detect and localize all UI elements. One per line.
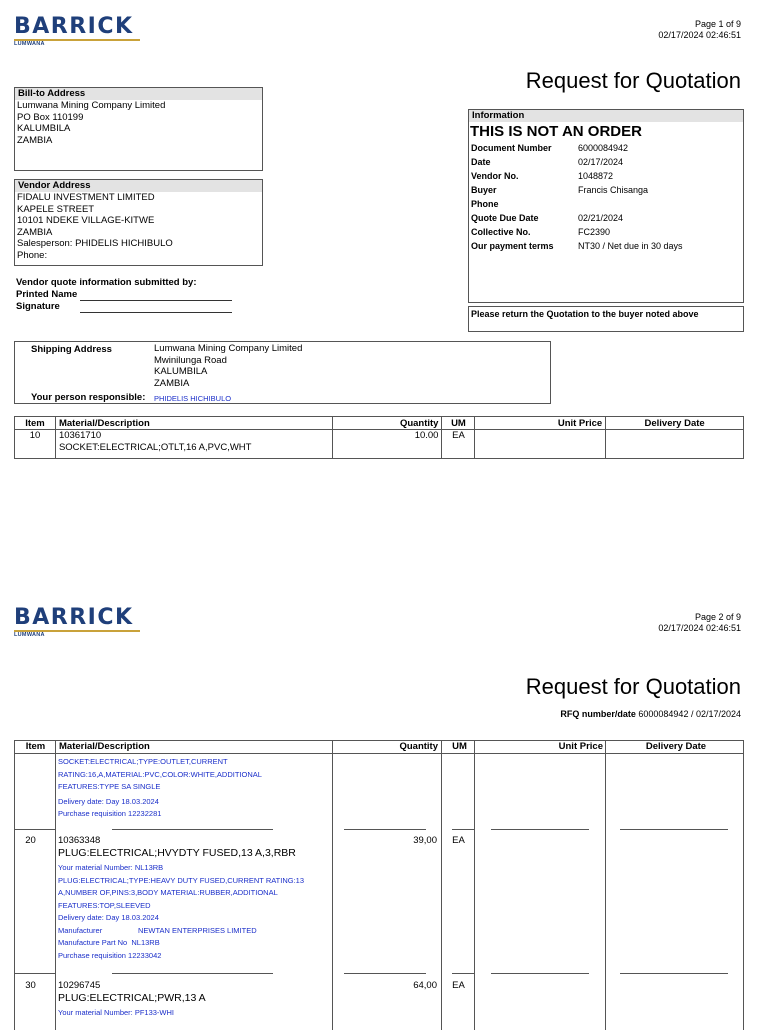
info-row-phone: Phone <box>471 199 499 209</box>
logo-subtitle: LUMWANA <box>14 41 45 47</box>
separator-rule <box>620 973 728 974</box>
column-divider <box>55 740 56 1030</box>
vendor-line: 10101 NDEKE VILLAGE-KITWE <box>17 215 155 226</box>
logo-subtitle: LUMWANA <box>14 632 45 638</box>
row-quantity: 39,00 <box>413 835 437 846</box>
separator-rule <box>112 829 273 830</box>
item10-continuation <box>58 756 262 821</box>
col-item: Item <box>15 417 56 430</box>
printed-name-label: Printed Name <box>16 289 78 300</box>
cont-line: FEATURES:TYPE SA SINGLE <box>58 782 161 791</box>
page-info <box>658 19 741 41</box>
column-divider <box>605 740 606 1030</box>
info-row-quote-due-date: Quote Due Date 02/21/2024 <box>471 213 624 223</box>
detail-line: Your material Number: NL13RB <box>58 863 164 872</box>
vendor-line: Phone: <box>17 249 48 261</box>
signature-label: Signature <box>16 301 60 312</box>
page-title: Request for Quotation <box>525 674 741 699</box>
row-item: 30 <box>25 980 36 991</box>
row-material: 10363348 <box>58 835 101 846</box>
separator-rule <box>620 829 728 830</box>
vendor-heading: Vendor Address <box>15 180 262 192</box>
col-um: UM <box>442 417 475 430</box>
detail-line: Your material Number: PF133-WHI <box>58 1008 175 1017</box>
item30-details <box>58 980 330 1020</box>
shipping-label: Shipping Address <box>31 344 112 355</box>
responsible-person: PHIDELIS HICHIBULO <box>154 394 232 403</box>
part-value: NL13RB <box>131 938 160 947</box>
information-box <box>468 109 744 303</box>
col-quantity: Quantity <box>399 741 438 752</box>
page-info <box>658 612 741 634</box>
col-description: Material/Description <box>55 417 332 430</box>
vendor-line: KAPELE STREET <box>17 203 95 215</box>
separator-rule <box>452 829 474 830</box>
rfq-number-date <box>560 709 741 719</box>
shipping-box <box>14 341 551 404</box>
row-description: PLUG:ELECTRICAL;HVYDTY FUSED,13 A,3,RBR <box>58 847 296 859</box>
row-material: 10296745 <box>58 980 101 991</box>
row-um: EA <box>452 980 465 991</box>
col-unit-price: Unit Price <box>558 741 603 752</box>
separator-rule <box>344 973 426 974</box>
row-unit-price[interactable] <box>475 430 606 459</box>
not-an-order-notice: THIS IS NOT AN ORDER <box>470 123 642 140</box>
separator-rule <box>344 829 426 830</box>
bill-to-line: PO Box 110199 <box>17 111 84 123</box>
shipping-line: KALUMBILA <box>154 366 208 377</box>
info-row-payment-terms: Our payment terms NT30 / Net due in 30 days <box>471 241 683 251</box>
info-row-date: Date 02/17/2024 <box>471 157 624 167</box>
bill-to-heading: Bill-to Address <box>15 88 262 100</box>
row-um: EA <box>442 430 475 459</box>
col-um: UM <box>452 741 467 752</box>
page-title: Request for Quotation <box>525 68 741 93</box>
print-timestamp: 02/17/2024 02:46:51 <box>658 623 741 633</box>
bill-to-line: Lumwana Mining Company Limited <box>17 100 166 111</box>
row-item: 20 <box>25 835 36 846</box>
cont-line: SOCKET:ELECTRICAL;TYPE:OUTLET,CURRENT <box>58 757 228 766</box>
col-item: Item <box>25 741 46 752</box>
detail-line: PLUG:ELECTRICAL;TYPE:HEAVY DUTY FUSED,CURRENT RATING:13 <box>58 875 305 885</box>
column-divider <box>743 740 744 1030</box>
vendor-line: Salesperson: PHIDELIS HICHIBULO <box>17 238 173 249</box>
col-description: Material/Description <box>59 741 150 752</box>
vendor-address-box <box>14 179 263 266</box>
responsible-label: Your person responsible: <box>31 392 146 403</box>
shipping-line: ZAMBIA <box>154 377 190 389</box>
separator-rule <box>452 973 474 974</box>
shipping-line: Mwinilunga Road <box>154 354 227 366</box>
cont-line: Purchase requisition 12232281 <box>58 809 162 818</box>
row-item: 10 <box>15 430 56 459</box>
bill-to-line: KALUMBILA <box>17 123 71 134</box>
detail-line: FEATURES:TOP,SLEEVED <box>58 900 151 910</box>
info-row-collective-no: Collective No. FC2390 <box>471 227 611 237</box>
submission-heading: Vendor quote information submitted by: <box>16 277 197 288</box>
row-um: EA <box>452 835 465 846</box>
separator-rule <box>112 973 273 974</box>
printed-name-field[interactable] <box>80 290 232 301</box>
row-quantity: 64,00 <box>413 980 437 991</box>
shipping-address <box>154 343 302 389</box>
info-row-vendor-no: Vendor No. 1048872 <box>471 171 614 181</box>
logo-wordmark: BARRICK <box>14 14 134 39</box>
separator-rule <box>14 829 55 830</box>
page-number: Page 1 of 9 <box>694 19 741 29</box>
row-delivery-date[interactable] <box>606 430 744 459</box>
manufacturer-value: NEWTAN ENTERPRISES LIMITED <box>138 925 257 935</box>
rfq-value: 6000084942 / 02/17/2024 <box>638 709 741 719</box>
row-quantity: 10.00 <box>332 430 442 459</box>
vendor-submission <box>16 277 256 313</box>
row-description: SOCKET:ELECTRICAL;OTLT,16 A,PVC,WHT <box>58 442 252 453</box>
info-row-buyer: Buyer Francis Chisanga <box>471 185 649 195</box>
company-logo <box>14 607 140 638</box>
separator-rule <box>491 829 589 830</box>
table-header <box>14 740 744 754</box>
vendor-line: ZAMBIA <box>17 226 53 238</box>
detail-line: Delivery date: Day 18.03.2024 <box>58 913 159 922</box>
signature-field[interactable] <box>80 302 232 313</box>
return-note-box <box>468 306 744 332</box>
table-row <box>15 430 744 459</box>
info-row-document-number: Document Number 6000084942 <box>471 143 629 153</box>
bill-to-box <box>14 87 263 171</box>
separator-rule <box>491 973 589 974</box>
print-timestamp: 02/17/2024 02:46:51 <box>658 30 741 40</box>
item20-details <box>58 835 330 962</box>
shipping-line: Lumwana Mining Company Limited <box>154 343 303 354</box>
logo-wordmark: BARRICK <box>14 605 134 630</box>
cont-line: RATING:16,A,MATERIAL:PVC,COLOR:WHITE,ADDITIONAL <box>58 769 262 779</box>
return-note: Please return the Quotation to the buyer noted above <box>471 309 699 319</box>
items-table-page1 <box>14 416 744 459</box>
information-heading: Information <box>469 110 743 122</box>
vendor-line: FIDALU INVESTMENT LIMITED <box>17 192 155 203</box>
col-unit-price: Unit Price <box>475 417 606 430</box>
table-header <box>15 417 744 430</box>
bill-to-line: ZAMBIA <box>17 134 53 146</box>
row-material: 10361710 <box>58 430 102 441</box>
col-quantity: Quantity <box>332 417 442 430</box>
part-label: Manufacture Part No <box>58 938 128 947</box>
separator-rule <box>14 973 55 974</box>
items-table-page2 <box>14 740 744 1030</box>
row-description: PLUG:ELECTRICAL;PWR,13 A <box>58 992 206 1004</box>
col-delivery-date: Delivery Date <box>645 741 707 752</box>
detail-line: A,NUMBER OF,PINS:3,BODY MATERIAL:RUBBER,ADDITIONAL <box>58 888 278 897</box>
manufacturer-label: Manufacturer <box>58 925 103 935</box>
col-delivery-date: Delivery Date <box>606 417 744 430</box>
cont-line: Delivery date: Day 18.03.2024 <box>58 796 159 806</box>
page-number: Page 2 of 9 <box>694 612 741 622</box>
detail-line: Purchase requisition 12233042 <box>58 950 162 960</box>
rfq-label: RFQ number/date <box>560 709 636 719</box>
company-logo <box>14 16 140 47</box>
